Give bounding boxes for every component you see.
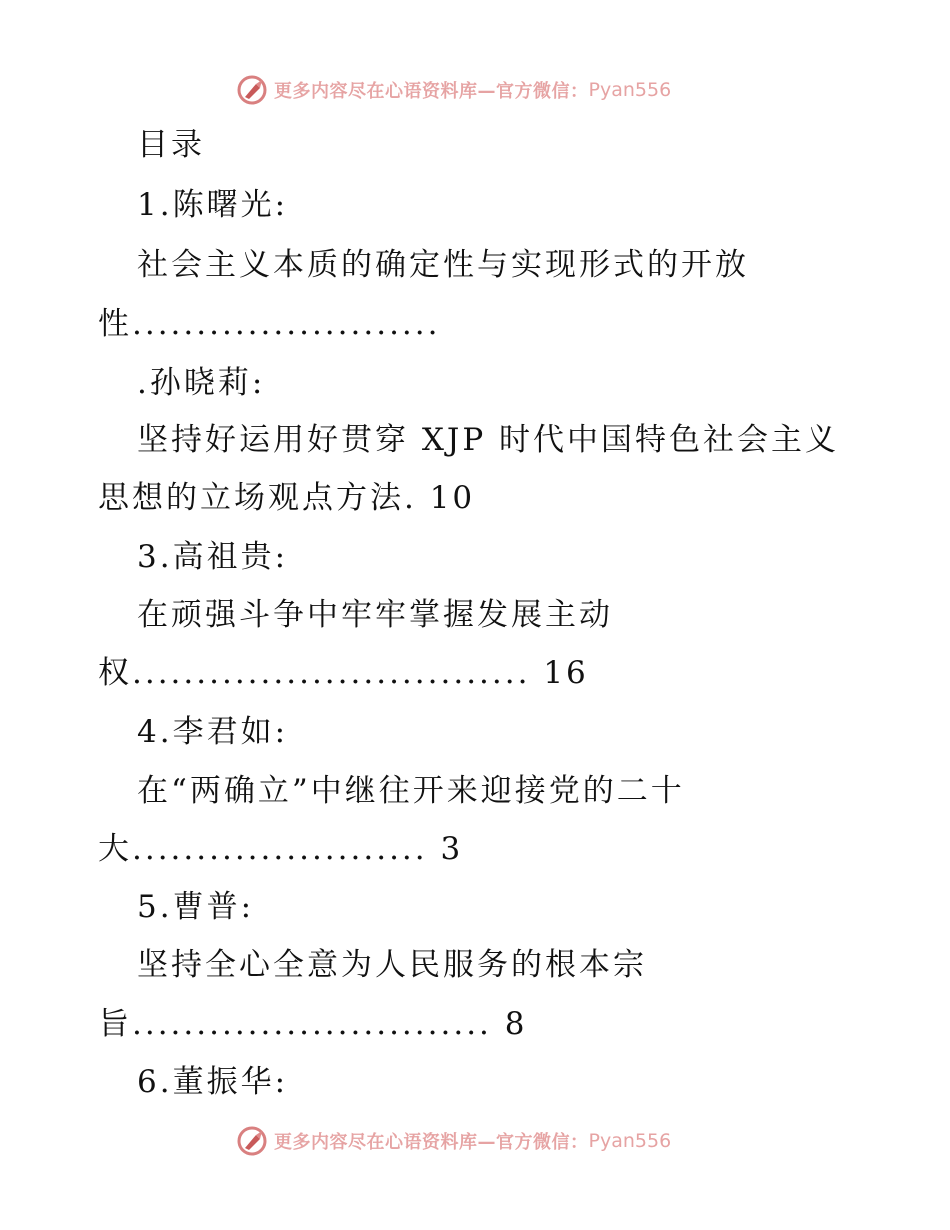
pen-nib-circle-icon [236, 1125, 268, 1157]
toc-line: 旨............................ 8 [98, 1006, 528, 1042]
toc-line: 权............................... 16 [98, 655, 589, 691]
toc-line: 思想的立场观点方法. 10 [98, 480, 476, 516]
toc-line: 性........................ [98, 306, 441, 342]
watermark-wechat-id: Pyan556 [588, 1130, 672, 1152]
toc-heading: 目录 [137, 127, 205, 163]
pen-nib-circle-icon [236, 74, 268, 106]
watermark-wechat-id: Pyan556 [588, 79, 672, 101]
watermark-text: 更多内容尽在心语资料库—官方微信： [274, 81, 589, 102]
toc-line: 社会主义本质的确定性与实现形式的开放 [137, 247, 749, 283]
toc-line: 4.李君如: [137, 714, 289, 750]
watermark-text: 更多内容尽在心语资料库—官方微信： [274, 1132, 589, 1153]
watermark-header [236, 73, 671, 107]
watermark-footer [236, 1124, 671, 1158]
toc-line: 6.董振华: [137, 1064, 289, 1100]
toc-line: 在顽强斗争中牢牢掌握发展主动 [137, 597, 613, 633]
toc-line: 5.曹普: [137, 889, 255, 925]
toc-line: 在“两确立”中继往开来迎接党的二十 [137, 773, 685, 809]
toc-line: 大....................... 3 [98, 831, 464, 867]
toc-line: 3.高祖贵: [137, 539, 289, 575]
toc-line: 坚持全心全意为人民服务的根本宗 [137, 947, 647, 983]
toc-line: .孙晓莉: [137, 365, 266, 401]
toc-line: 坚持好运用好贯穿 XJP 时代中国特色社会主义 [137, 422, 840, 458]
toc-line: 1.陈曙光: [137, 187, 289, 223]
